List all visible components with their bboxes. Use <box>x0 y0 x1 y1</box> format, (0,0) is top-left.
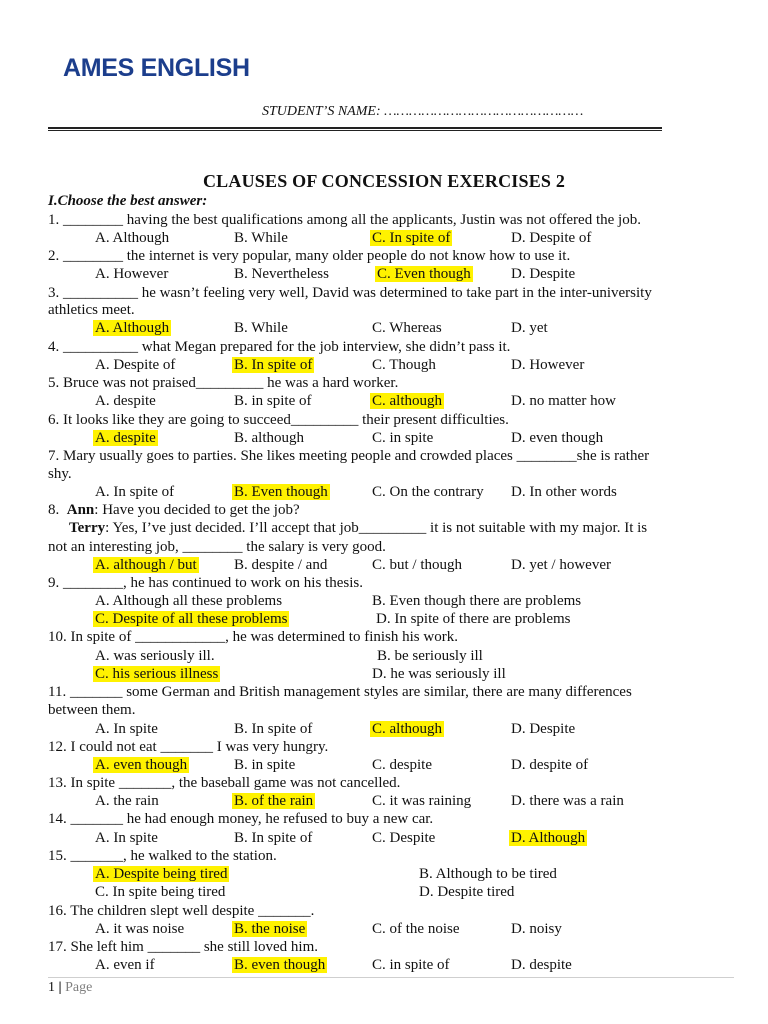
answer-highlight: B. of the rain <box>234 793 314 809</box>
question-text: 2. ________ the internet is very popular, many older people do not know how to use it. <box>48 248 571 264</box>
option: A. the rain <box>95 793 159 809</box>
option: C. of the noise <box>372 921 460 937</box>
option-correct <box>93 665 220 683</box>
option: A. In spite <box>95 830 158 846</box>
answer-highlight: C. In spite of <box>372 230 451 246</box>
answer-highlight: C. his serious illness <box>95 666 219 682</box>
option: B. While <box>234 320 288 336</box>
question-text: 6. It looks like they are going to succeed_________ their present difficulties. <box>48 412 509 428</box>
question-number: 8. <box>48 502 60 518</box>
option: D. there was a rain <box>511 793 624 809</box>
question-text: 10. In spite of ____________, he was determined to finish his work. <box>48 629 458 645</box>
question-text: athletics meet. <box>48 302 135 318</box>
option: C. Though <box>372 357 436 373</box>
option: D. Despite tired <box>419 884 515 900</box>
option-correct <box>232 356 314 374</box>
question-text: 11. _______ some German and British management styles are similar, there are many differences <box>48 684 632 700</box>
option: A. Although all these problems <box>95 593 283 609</box>
option-correct <box>93 556 199 574</box>
option: C. in spite of <box>372 957 450 973</box>
speaker-name: Ann <box>66 502 95 518</box>
option: D. despite <box>511 957 572 973</box>
question-text: 1. ________ having the best qualifications among all the applicants, Justin was not offered the job. <box>48 212 641 228</box>
answer-highlight: D. Although <box>511 830 586 846</box>
option: C. On the contrary <box>372 484 484 500</box>
option: D. Despite <box>511 266 576 282</box>
option: C. Whereas <box>372 320 442 336</box>
option: D. noisy <box>511 921 562 937</box>
option: A. In spite <box>95 721 158 737</box>
dialogue-text: : Have you decided to get the job? <box>94 502 300 518</box>
option: A. it was noise <box>95 921 185 937</box>
option: C. despite <box>372 757 432 773</box>
page-footer <box>48 980 92 996</box>
option-correct <box>93 610 289 628</box>
option: B. despite / and <box>234 557 328 573</box>
dialogue-text: : Yes, I’ve just decided. I’ll accept that job_________ it is not suitable with my major. It is <box>105 520 648 536</box>
page-title: CLAUSES OF CONCESSION EXERCISES 2 <box>202 171 566 191</box>
option: D. In spite of there are problems <box>376 611 571 627</box>
answer-highlight: B. In spite of <box>234 357 313 373</box>
option: A. However <box>95 266 169 282</box>
option: D. Despite <box>511 721 576 737</box>
option-correct <box>509 829 587 847</box>
header-divider-thin <box>48 130 662 131</box>
option: D. despite of <box>511 757 589 773</box>
option-correct <box>232 483 330 501</box>
option: B. Nevertheless <box>234 266 329 282</box>
option: C. but / though <box>372 557 463 573</box>
footer-divider <box>48 977 734 978</box>
answer-highlight: C. although <box>372 721 442 737</box>
question-text: shy. <box>48 466 72 482</box>
option: A. Although <box>95 230 170 246</box>
question-text: 16. The children slept well despite _______. <box>48 903 315 919</box>
answer-highlight: C. Even though <box>377 266 471 282</box>
option: B. in spite <box>234 757 296 773</box>
option: B. be seriously ill <box>377 648 483 664</box>
footer-separator: | <box>58 980 62 995</box>
answer-highlight: B. even though <box>234 957 326 973</box>
option: D. In other words <box>511 484 617 500</box>
option-correct <box>370 229 452 247</box>
option: A. even if <box>95 957 155 973</box>
student-name-field: STUDENT’S NAME: ………………………………………… <box>262 104 584 119</box>
option: B. in spite of <box>234 393 312 409</box>
option-correct <box>370 392 444 410</box>
option-correct <box>232 956 327 974</box>
option: D. even though <box>511 430 604 446</box>
option: B. While <box>234 230 288 246</box>
question-text: 9. ________, he has continued to work on his thesis. <box>48 575 363 591</box>
brand-logo: AMES ENGLISH <box>63 54 250 82</box>
option: D. Despite of <box>511 230 592 246</box>
question-text: 7. Mary usually goes to parties. She likes meeting people and crowded places ________she is rather <box>48 448 650 464</box>
question-text: not an interesting job, ________ the salary is very good. <box>48 539 386 555</box>
option: A. was seriously ill. <box>95 648 215 664</box>
option: D. he was seriously ill <box>372 666 506 682</box>
option: C. In spite being tired <box>95 884 226 900</box>
option: A. Despite of <box>95 357 176 373</box>
option: C. Despite <box>372 830 436 846</box>
option-correct <box>232 920 307 938</box>
answer-highlight: A. Although <box>95 320 170 336</box>
option: C. in spite <box>372 430 434 446</box>
option: A. despite <box>95 393 156 409</box>
option: B. Although to be tired <box>419 866 557 882</box>
page-label: Page <box>65 980 93 995</box>
section-heading: I.Choose the best answer: <box>48 193 208 209</box>
option-correct <box>370 720 444 738</box>
option-correct <box>93 319 171 337</box>
question-text: 13. In spite _______, the baseball game was not cancelled. <box>48 775 401 791</box>
answer-highlight: B. Even though <box>234 484 328 500</box>
answer-highlight: A. although / but <box>95 557 197 573</box>
page-number: 1 <box>48 980 55 995</box>
question-text: 17. She left him _______ she still loved him. <box>48 939 318 955</box>
answer-highlight: A. Despite being tired <box>95 866 228 882</box>
option: D. yet / however <box>511 557 611 573</box>
option: C. it was raining <box>372 793 472 809</box>
answer-highlight: A. despite <box>95 430 156 446</box>
question-text: 5. Bruce was not praised_________ he was a hard worker. <box>48 375 399 391</box>
question-text: 14. _______ he had enough money, he refused to buy a new car. <box>48 811 434 827</box>
header-divider <box>48 127 662 129</box>
option: B. In spite of <box>234 721 313 737</box>
question-text <box>69 519 647 537</box>
option-correct <box>232 792 315 810</box>
question-text: 3. __________ he wasn’t feeling very well, David was determined to take part in the inter-university <box>48 285 652 301</box>
answer-highlight: C. although <box>372 393 442 409</box>
option: A. In spite of <box>95 484 175 500</box>
question-text: 12. I could not eat _______ I was very hungry. <box>48 739 329 755</box>
option-correct <box>93 865 229 883</box>
option: D. no matter how <box>511 393 616 409</box>
option-correct <box>375 265 473 283</box>
answer-highlight: C. Despite of all these problems <box>95 611 288 627</box>
option: B. although <box>234 430 304 446</box>
option: D. However <box>511 357 585 373</box>
question-text <box>48 501 300 519</box>
option-correct <box>93 756 189 774</box>
option-correct <box>93 429 158 447</box>
speaker-name: Terry <box>69 520 106 536</box>
question-text: 15. _______, he walked to the station. <box>48 848 277 864</box>
option: B. Even though there are problems <box>372 593 582 609</box>
question-text: between them. <box>48 702 136 718</box>
answer-highlight: B. the noise <box>234 921 306 937</box>
answer-highlight: A. even though <box>95 757 188 773</box>
option: B. In spite of <box>234 830 313 846</box>
option: D. yet <box>511 320 548 336</box>
question-text: 4. __________ what Megan prepared for the job interview, she didn’t pass it. <box>48 339 511 355</box>
